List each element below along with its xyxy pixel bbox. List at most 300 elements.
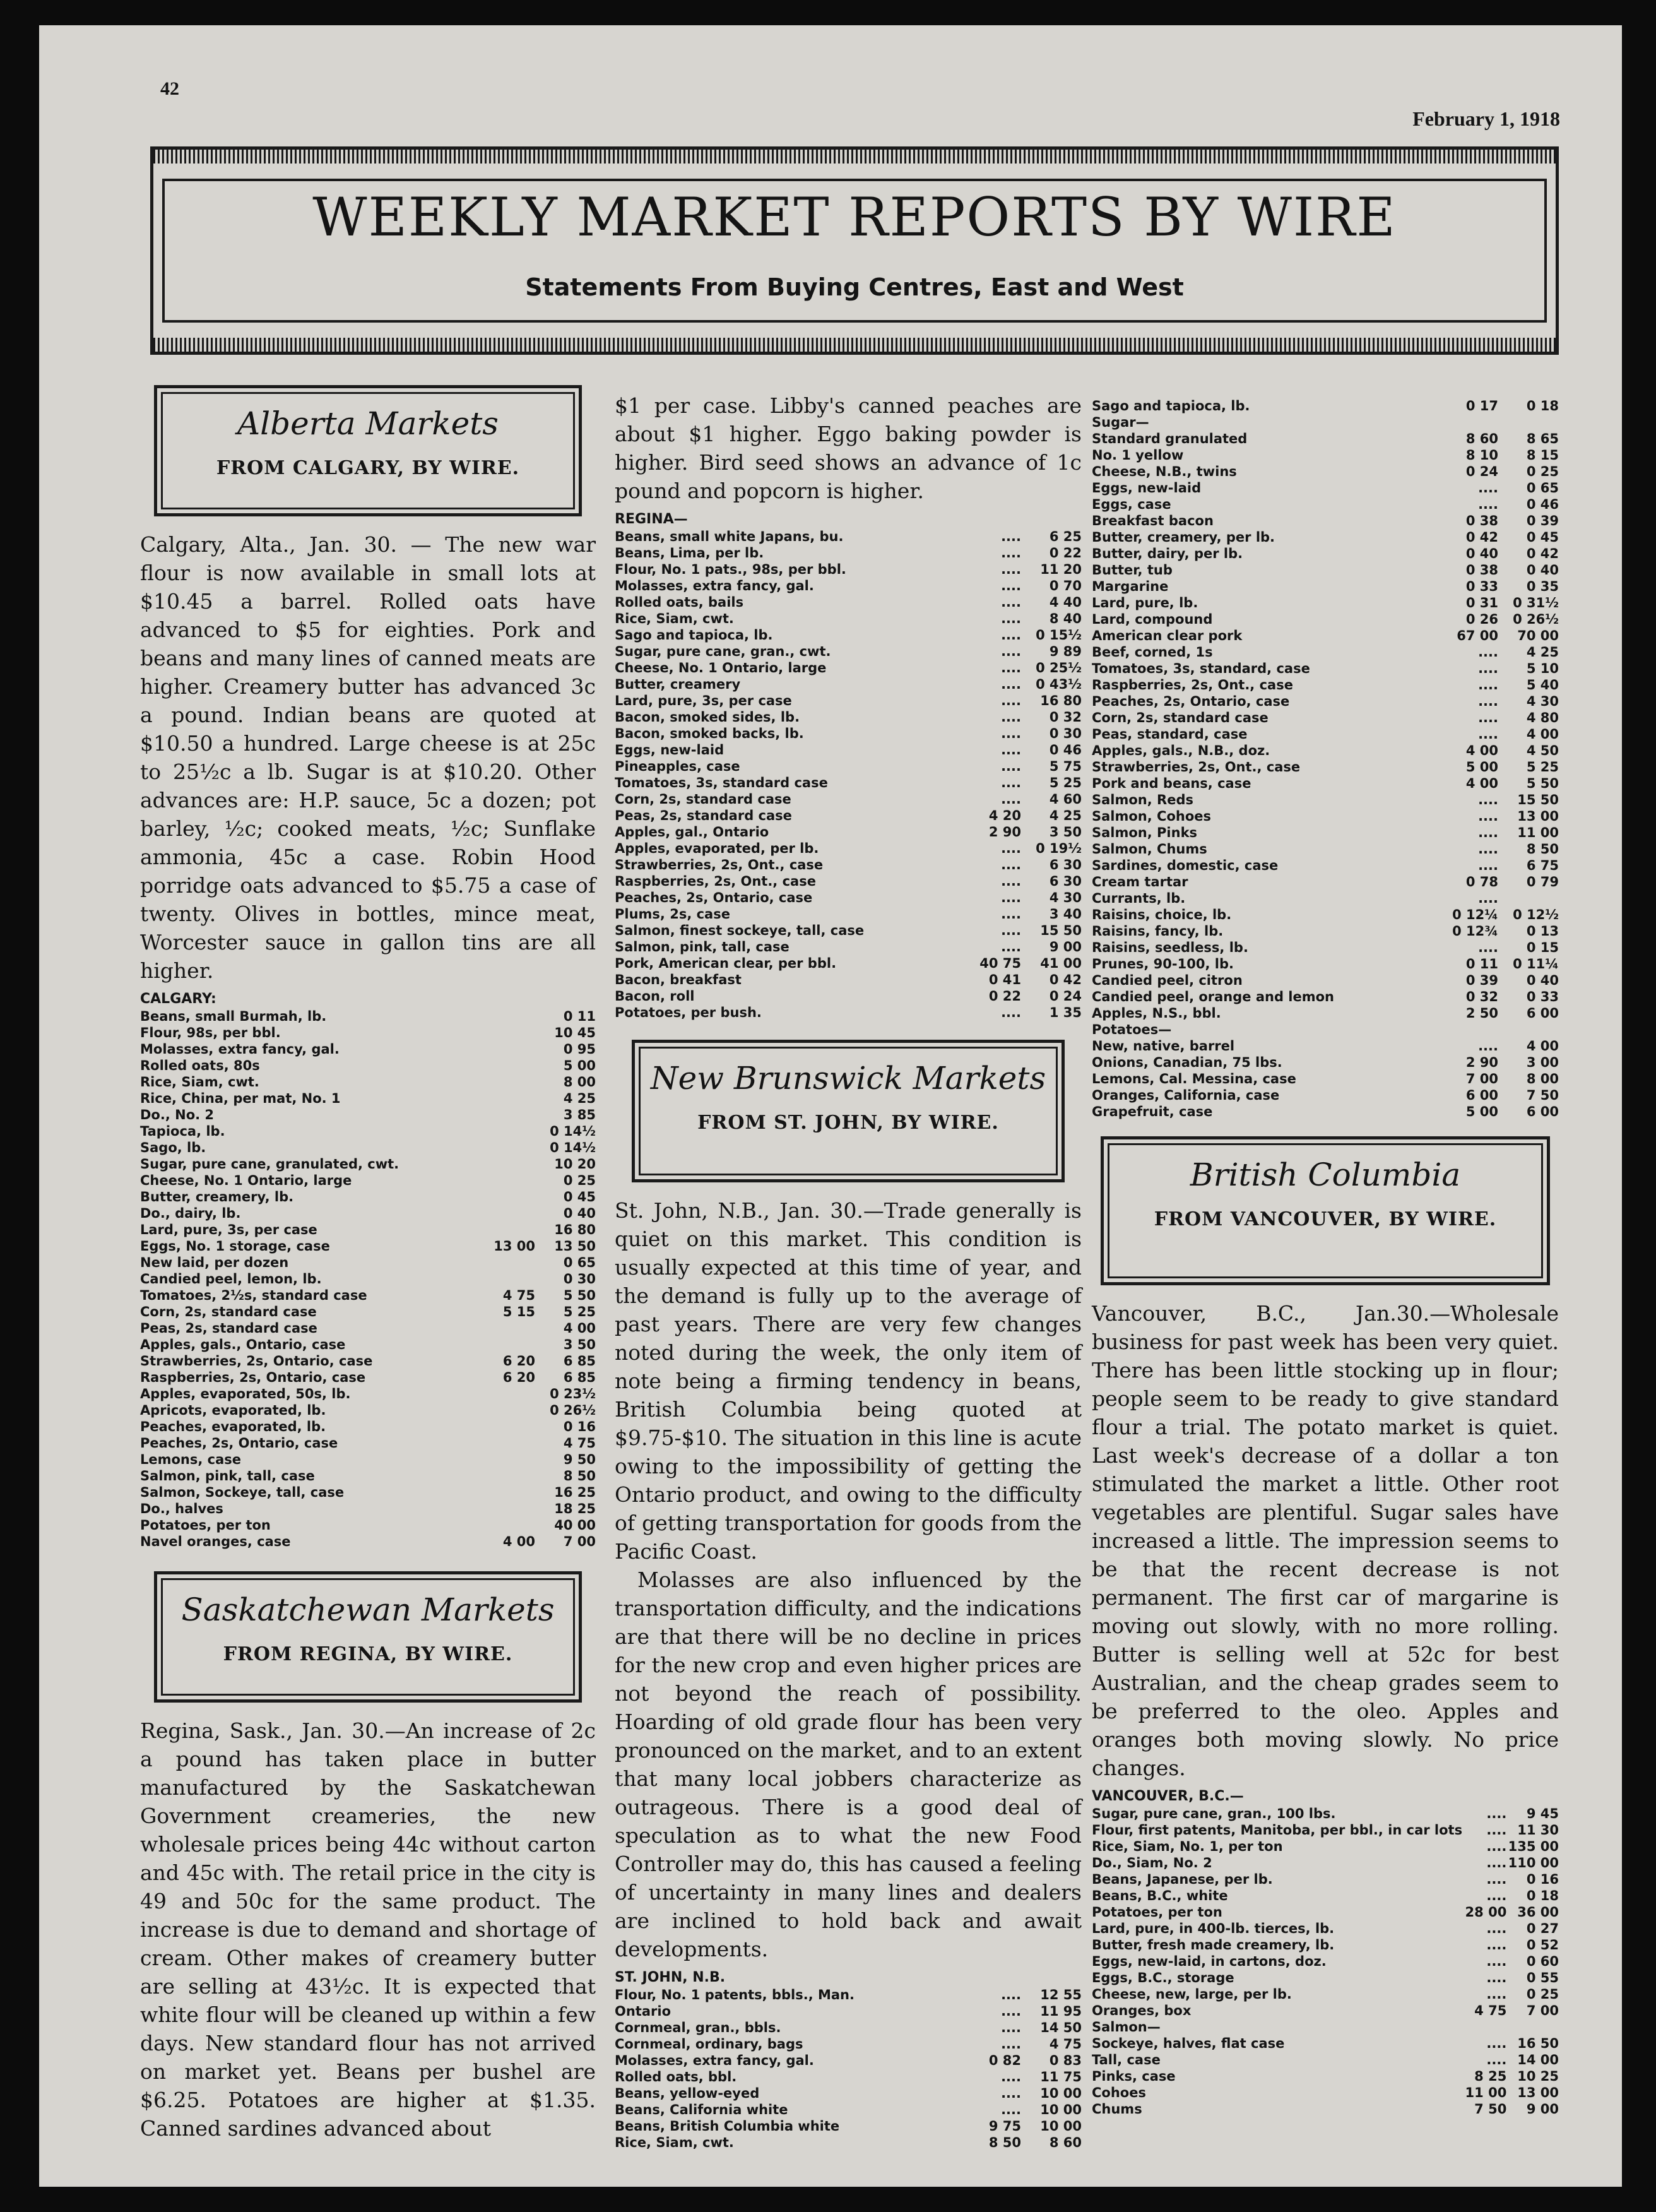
price-high: 13 50: [554, 1239, 596, 1254]
newbrunswick-title: New Brunswick Markets: [650, 1060, 1046, 1097]
price-low: ....: [1486, 1888, 1507, 1903]
item-name: Salmon, Sockeye, tall, case: [140, 1485, 345, 1500]
price-low: [475, 1402, 535, 1418]
item-name: Raisins, fancy, lb.: [1092, 924, 1224, 939]
price-low: [475, 1008, 535, 1025]
price-row: [140, 1123, 596, 1139]
item-name: Apples, evaporated, per lb.: [615, 841, 819, 856]
price-row: [1092, 480, 1559, 496]
price-high: 5 75: [1049, 759, 1082, 774]
price-high: 9 89: [1049, 644, 1082, 659]
price-low: ....: [1478, 677, 1498, 693]
item-name: Beans, yellow-eyed: [615, 2086, 760, 2101]
price-row: [1092, 644, 1559, 660]
price-high: 0 25: [563, 1173, 596, 1188]
alberta-heading-box: [154, 385, 582, 516]
price-row: [1092, 562, 1559, 578]
price-low: ....: [1478, 891, 1498, 906]
item-name: Peaches, evaporated, lb.: [140, 1419, 326, 1434]
price-high: 6 75: [1526, 858, 1559, 873]
item-name: Rolled oats, bbl.: [615, 2069, 737, 2084]
price-low: ....: [1001, 939, 1021, 954]
item-name: Candied peel, citron: [1092, 973, 1243, 988]
price-row: [1092, 972, 1559, 989]
price-row: [1092, 874, 1559, 890]
item-name: American clear pork: [1092, 628, 1243, 643]
price-row: [140, 1041, 596, 1057]
price-row: [140, 1435, 596, 1451]
price-low: [475, 1501, 535, 1517]
price-row: [140, 1484, 596, 1501]
item-name: Do., No. 2: [140, 1107, 215, 1122]
price-high: 16 50: [1517, 2036, 1559, 2051]
item-name: Salmon, pink, tall, case: [615, 939, 790, 954]
price-low: 2 90: [1465, 1055, 1498, 1070]
item-name: New, native, barrel: [1092, 1038, 1235, 1054]
bc-subtitle: FROM VANCOUVER, BY WIRE.: [1154, 1208, 1497, 1230]
price-row: [615, 906, 1082, 922]
price-high: 4 00: [1526, 727, 1559, 742]
price-row: [615, 594, 1082, 610]
price-high: 3 00: [1526, 1055, 1559, 1070]
price-low: ....: [1001, 2037, 1021, 2052]
item-name: Bacon, smoked sides, lb.: [615, 710, 800, 725]
price-row: [1092, 989, 1559, 1005]
price-low: [475, 1057, 535, 1074]
item-name: Raspberries, 2s, Ontario, case: [140, 1370, 366, 1385]
vancouver-price-list: [1092, 1805, 1559, 2117]
item-name: Cohoes: [1092, 2085, 1146, 2100]
price-row: [140, 1107, 596, 1123]
saskatchewan-report-continued: $1 per case. Libby's canned peaches are about $1 higher. Eggo baking powder is higher. Bird seed shows an advance of 1c pound and popcorn is higher.: [615, 393, 1082, 503]
price-row: [140, 1172, 596, 1189]
price-row: [140, 1287, 596, 1304]
price-high: 4 25: [563, 1091, 596, 1106]
price-row: [1092, 1071, 1559, 1087]
item-name: Cornmeal, ordinary, bags: [615, 2037, 803, 2052]
price-low: ....: [1001, 841, 1021, 856]
price-low: [475, 1468, 535, 1484]
price-low: ....: [1486, 2036, 1507, 2051]
price-low: ....: [1001, 2086, 1021, 2101]
price-high: 1 35: [1049, 1005, 1082, 1020]
price-row: [140, 1418, 596, 1435]
price-high: 0 46: [1049, 742, 1082, 758]
item-name: Lemons, case: [140, 1452, 242, 1467]
price-low: 8 10: [1465, 448, 1498, 463]
price-low: 8 25: [1474, 2069, 1507, 2084]
item-name: Apples, evaporated, 50s, lb.: [140, 1386, 351, 1401]
price-high: 8 60: [1049, 2135, 1082, 2150]
price-high: 0 46: [1526, 497, 1559, 512]
price-row: [615, 824, 1082, 840]
item-name: Flour, No. 1 patents, bbls., Man.: [615, 1987, 855, 2002]
price-high: 0 70: [1049, 578, 1082, 593]
item-name: Tomatoes, 3s, standard case: [615, 775, 828, 790]
price-row: [1092, 431, 1559, 447]
price-row: [140, 1533, 596, 1550]
item-name: Raspberries, 2s, Ont., case: [1092, 677, 1293, 693]
price-high: 0 26½: [1513, 612, 1559, 627]
item-name: Lard, pure, in 400-lb. tierces, lb.: [1092, 1921, 1335, 1936]
price-high: 0 11: [563, 1009, 596, 1024]
price-high: 36 00: [1517, 1905, 1559, 1920]
item-name: Tomatoes, 3s, standard, case: [1092, 661, 1310, 676]
price-low: [475, 1090, 535, 1107]
price-high: 0 18: [1526, 1888, 1559, 1903]
price-row: [140, 1304, 596, 1320]
price-high: 8 65: [1526, 431, 1559, 446]
price-row: [615, 922, 1082, 939]
item-name: Rolled oats, bails: [615, 595, 744, 610]
price-low: 8 60: [1465, 431, 1498, 446]
price-high: 0 16: [1526, 1872, 1559, 1887]
price-high: 135 00: [1508, 1839, 1559, 1854]
price-low: [475, 1025, 535, 1041]
price-row: [615, 807, 1082, 824]
price-low: 8 50: [988, 2135, 1021, 2150]
item-name: Salmon, pink, tall, case: [140, 1468, 315, 1484]
price-low: 4 00: [502, 1534, 535, 1549]
price-high: 0 23½: [550, 1386, 596, 1401]
item-name: Peaches, 2s, Ontario, case: [1092, 694, 1290, 709]
price-high: 7 00: [563, 1534, 596, 1549]
price-high: 0 19½: [1036, 841, 1082, 856]
price-low: 6 20: [502, 1353, 535, 1369]
price-row: [1092, 627, 1559, 644]
item-name: Molasses, extra fancy, gal.: [140, 1042, 340, 1057]
price-row: [140, 1451, 596, 1468]
price-high: 0 42: [1049, 972, 1082, 987]
price-low: 4 00: [1465, 776, 1498, 791]
price-low: 2 90: [988, 824, 1021, 840]
item-name: Eggs, new-laid: [1092, 480, 1202, 496]
banner-bottom-rule: [153, 338, 1556, 352]
item-name: Eggs, B.C., storage: [1092, 1970, 1234, 1985]
price-low: [475, 1107, 535, 1123]
saskatchewan-heading-box: [154, 1571, 582, 1703]
item-name: Raspberries, 2s, Ont., case: [615, 874, 816, 889]
price-row: [140, 1074, 596, 1090]
alberta-price-heading: CALGARY:: [140, 991, 216, 1007]
price-high: 0 43½: [1036, 677, 1082, 692]
price-low: 0 39: [1465, 973, 1498, 988]
bc-title: British Columbia: [1190, 1157, 1461, 1193]
price-low: 7 00: [1465, 1071, 1498, 1086]
price-low: 4 75: [1474, 2003, 1507, 2018]
item-name: Apricots, evaporated, lb.: [140, 1403, 326, 1418]
item-name: Peaches, 2s, Ontario, case: [615, 890, 813, 905]
item-name: Sardines, domestic, case: [1092, 858, 1279, 873]
price-high: 0 15½: [1036, 627, 1082, 643]
price-low: ....: [1001, 693, 1021, 708]
price-high: 0 52: [1526, 1937, 1559, 1953]
price-low: ....: [1001, 890, 1021, 905]
price-high: 3 85: [563, 1107, 596, 1122]
price-high: 0 39: [1526, 513, 1559, 528]
price-high: 4 30: [1526, 694, 1559, 709]
price-high: 0 25: [1526, 1987, 1559, 2002]
item-name: Salmon, Pinks: [1092, 825, 1198, 840]
price-row: [140, 1386, 596, 1402]
item-name: Cream tartar: [1092, 874, 1188, 889]
price-high: 0 12½: [1513, 907, 1559, 922]
item-name: Beans, B.C., white: [1092, 1888, 1228, 1903]
price-row: [140, 1517, 596, 1533]
stjohn-price-list: [615, 1987, 1082, 2151]
price-high: 8 40: [1049, 611, 1082, 626]
price-low: 0 33: [1465, 579, 1498, 594]
price-row: [1092, 1855, 1559, 1871]
price-high: 9 45: [1526, 1806, 1559, 1821]
price-low: ....: [1001, 907, 1021, 922]
price-row: [1092, 1953, 1559, 1970]
price-low: ....: [1001, 857, 1021, 872]
price-low: 11 00: [1465, 2085, 1507, 2100]
price-high: 0 40: [563, 1206, 596, 1221]
price-low: 0 12¾: [1452, 924, 1498, 939]
price-high: 0 40: [1526, 973, 1559, 988]
magazine-page: [39, 25, 1622, 2187]
price-low: ....: [1001, 710, 1021, 725]
price-high: 9 00: [1526, 2102, 1559, 2117]
price-row: [1092, 1822, 1559, 1838]
price-row: [615, 2069, 1082, 2085]
price-row: [1092, 545, 1559, 562]
price-row: [140, 1254, 596, 1271]
price-row: [1092, 1937, 1559, 1953]
price-row: [1092, 710, 1559, 726]
price-high: 70 00: [1517, 628, 1559, 643]
price-low: ....: [1001, 923, 1021, 938]
column-middle: [615, 391, 1082, 2151]
price-low: ....: [1486, 1806, 1507, 1821]
price-low: 4 00: [1465, 743, 1498, 758]
price-row: [1092, 1920, 1559, 1937]
price-row: [1092, 726, 1559, 742]
item-name: Eggs, case: [1092, 497, 1171, 512]
price-row: [615, 676, 1082, 693]
item-name: Cheese, N.B., twins: [1092, 464, 1237, 479]
price-row: [1092, 529, 1559, 545]
price-high: 13 00: [1517, 2085, 1559, 2100]
item-name: Cornmeal, gran., bbls.: [615, 2020, 781, 2035]
price-low: ....: [1001, 1987, 1021, 2002]
item-name: Salmon, Reds: [1092, 792, 1193, 807]
saskatchewan-report: Regina, Sask., Jan. 30.—An increase of 2c a pound has taken place in butter manufactured by the Saskatchewan Government creameries, the new wholesale prices being 44c without carton and 45c with. The retail price in the city is 49 and 50c for the same product. The increase is due to demand and shortage of cream. Other makes of creamery butter are selling at 43½c. It is expected that white flour will be cleaned up within a few days. New standard flour has not arrived on market yet. Beans per bushel are $6.25. Potatoes are higher at $1.35. Canned sardines advanced about: [140, 1718, 596, 2141]
price-high: 0 25: [1526, 464, 1559, 479]
price-row: [1092, 1103, 1559, 1120]
price-high: 3 40: [1049, 907, 1082, 922]
price-high: 0 14½: [550, 1140, 596, 1155]
price-row: [1092, 907, 1559, 923]
price-high: 11 00: [1517, 825, 1559, 840]
price-low: ....: [1001, 2069, 1021, 2084]
price-row: [615, 939, 1082, 955]
price-low: ....: [1478, 809, 1498, 824]
price-high: 0 27: [1526, 1921, 1559, 1936]
item-name: Breakfast bacon: [1092, 513, 1214, 528]
item-name: Sago, lb.: [140, 1140, 206, 1155]
price-row: [1092, 513, 1559, 529]
item-name: Butter, dairy, per lb.: [1092, 546, 1243, 561]
item-name: Rice, China, per mat, No. 1: [140, 1091, 341, 1106]
item-name: Butter, fresh made creamery, lb.: [1092, 1937, 1335, 1953]
price-low: ....: [1001, 874, 1021, 889]
price-low: ....: [1478, 645, 1498, 660]
price-high: 0 65: [1526, 480, 1559, 496]
price-row: [1092, 808, 1559, 824]
price-low: ....: [1478, 727, 1498, 742]
price-row: [1092, 775, 1559, 792]
item-name: Sago and tapioca, lb.: [1092, 398, 1250, 413]
price-row: [1092, 2002, 1559, 2019]
price-low: 0 38: [1465, 513, 1498, 528]
price-high: 9 50: [563, 1452, 596, 1467]
price-row: [1092, 939, 1559, 956]
price-high: 18 25: [554, 1501, 596, 1516]
price-row: [140, 1025, 596, 1041]
item-name: Salmon—: [1092, 2019, 1161, 2035]
item-name: Salmon, finest sockeye, tall, case: [615, 923, 865, 938]
price-high: 0 40: [1526, 562, 1559, 578]
item-name: Standard granulated: [1092, 431, 1248, 446]
price-high: 11 20: [1040, 562, 1082, 577]
price-high: 10 00: [1040, 2086, 1082, 2101]
item-name: Strawberries, 2s, Ont., case: [1092, 759, 1301, 775]
price-high: 6 00: [1526, 1006, 1559, 1021]
price-high: 7 00: [1526, 2003, 1559, 2018]
price-low: ....: [1001, 595, 1021, 610]
price-row: [1092, 660, 1559, 677]
price-row: [615, 2036, 1082, 2052]
item-name: Eggs, No. 1 storage, case: [140, 1239, 330, 1254]
newbrunswick-heading-box: [632, 1040, 1065, 1182]
price-high: 14 50: [1040, 2020, 1082, 2035]
item-name: Apples, gal., Ontario: [615, 824, 769, 840]
price-low: [1438, 414, 1498, 431]
item-name: Potatoes, per bush.: [615, 1005, 762, 1020]
item-name: Lard, pure, lb.: [1092, 595, 1198, 610]
price-row: [615, 873, 1082, 889]
price-row: [1092, 923, 1559, 939]
price-row: [1092, 956, 1559, 972]
price-high: 6 00: [1526, 1104, 1559, 1119]
price-low: 0 26: [1465, 612, 1498, 627]
price-high: 16 25: [554, 1485, 596, 1500]
price-high: 6 25: [1049, 529, 1082, 544]
price-low: ....: [1486, 1839, 1507, 1854]
price-low: 40 75: [979, 956, 1021, 971]
price-low: ....: [1001, 529, 1021, 544]
price-low: ....: [1001, 644, 1021, 659]
item-name: Beans, small white Japans, bu.: [615, 529, 844, 544]
price-low: ....: [1001, 2004, 1021, 2019]
price-low: ....: [1001, 759, 1021, 774]
price-low: ....: [1478, 858, 1498, 873]
price-high: 0 33: [1526, 989, 1559, 1004]
item-name: Salmon, Cohoes: [1092, 809, 1211, 824]
price-low: ....: [1001, 775, 1021, 790]
item-name: Cheese, No. 1 Ontario, large: [140, 1173, 352, 1188]
price-row: [140, 1057, 596, 1074]
item-name: Lard, compound: [1092, 612, 1213, 627]
page-number: 42: [160, 78, 179, 99]
price-high: 0 25½: [1036, 660, 1082, 675]
price-low: 2 50: [1465, 1006, 1498, 1021]
price-low: [475, 1336, 535, 1353]
price-low: ....: [1478, 792, 1498, 807]
price-high: 0 32: [1049, 710, 1082, 725]
price-low: ....: [1001, 545, 1021, 561]
price-high: 5 25: [563, 1304, 596, 1319]
price-high: 0 31½: [1513, 595, 1559, 610]
price-row: [1092, 2101, 1559, 2117]
item-name: Bacon, roll: [615, 989, 695, 1004]
column-left: [140, 385, 596, 2143]
price-low: 13 00: [494, 1239, 535, 1254]
price-low: ....: [1486, 1954, 1507, 1969]
price-high: 0 60: [1526, 1954, 1559, 1969]
price-high: 16 80: [1040, 693, 1082, 708]
price-row: [615, 2019, 1082, 2036]
newbrunswick-subtitle: FROM ST. JOHN, BY WIRE.: [697, 1112, 999, 1134]
item-name: Onions, Canadian, 75 lbs.: [1092, 1055, 1282, 1070]
price-high: 0 16: [563, 1419, 596, 1434]
item-name: Prunes, 90-100, lb.: [1092, 956, 1234, 972]
price-high: 10 25: [1517, 2069, 1559, 2084]
page-title: WEEKLY MARKET REPORTS BY WIRE: [312, 186, 1397, 248]
price-high: 5 25: [1049, 775, 1082, 790]
price-high: 0 83: [1049, 2053, 1082, 2068]
price-low: [475, 1271, 535, 1287]
alberta-report: Calgary, Alta., Jan. 30. — The new war flour is now available in small lots at $10.45 a barrel. Rolled oats have advanced to $5 for eighties. Pork and beans and many lines of canned meats are higher. Creamery butter has advanced 3c a pound. Indian beans are quoted at $10.50 a hundred. Large cheese is at 25c to 25½c a lb. Sugar is at $10.20. Other advances are: H.P. sauce, 5c a dozen; pot barley, ½c; cooked meats, ½c; Sunflake ammonia, 45c a case. Robin Hood porridge oats advanced to $5.75 a case of twenty. Olives in bottles, mince meat, Worcester sauce in gallon tins are all higher.: [140, 532, 596, 983]
item-name: Beans, Japanese, per lb.: [1092, 1872, 1273, 1887]
price-row: [615, 578, 1082, 594]
price-row: [615, 840, 1082, 857]
item-name: Sugar, pure cane, gran., 100 lbs.: [1092, 1806, 1336, 1821]
item-name: Margarine: [1092, 579, 1169, 594]
price-high: 5 50: [563, 1288, 596, 1303]
item-name: Tomatoes, 2½s, standard case: [140, 1288, 367, 1303]
price-row: [1092, 1986, 1559, 2002]
price-low: 0 22: [988, 989, 1021, 1004]
price-low: 0 41: [988, 972, 1021, 987]
item-name: Grapefruit, case: [1092, 1104, 1213, 1119]
price-row: [1092, 1054, 1559, 1071]
price-row: [1092, 1805, 1559, 1822]
price-row: [615, 528, 1082, 545]
price-high: 8 15: [1526, 448, 1559, 463]
price-row: [615, 972, 1082, 988]
price-row: [140, 1090, 596, 1107]
price-row: [615, 561, 1082, 578]
item-name: Do., Siam, No. 2: [1092, 1855, 1212, 1870]
price-row: [615, 742, 1082, 758]
price-row: [615, 2003, 1082, 2019]
price-low: ....: [1001, 578, 1021, 593]
price-row: [1092, 2019, 1559, 2035]
price-row: [140, 1271, 596, 1287]
item-name: Raisins, seedless, lb.: [1092, 940, 1248, 955]
header-banner: [150, 146, 1559, 355]
price-low: ....: [1486, 1987, 1507, 2002]
price-low: [475, 1156, 535, 1172]
price-row: [1092, 1871, 1559, 1888]
item-name: Beef, corned, 1s: [1092, 645, 1213, 660]
price-high: 4 30: [1049, 890, 1082, 905]
item-name: Ontario: [615, 2004, 671, 2019]
